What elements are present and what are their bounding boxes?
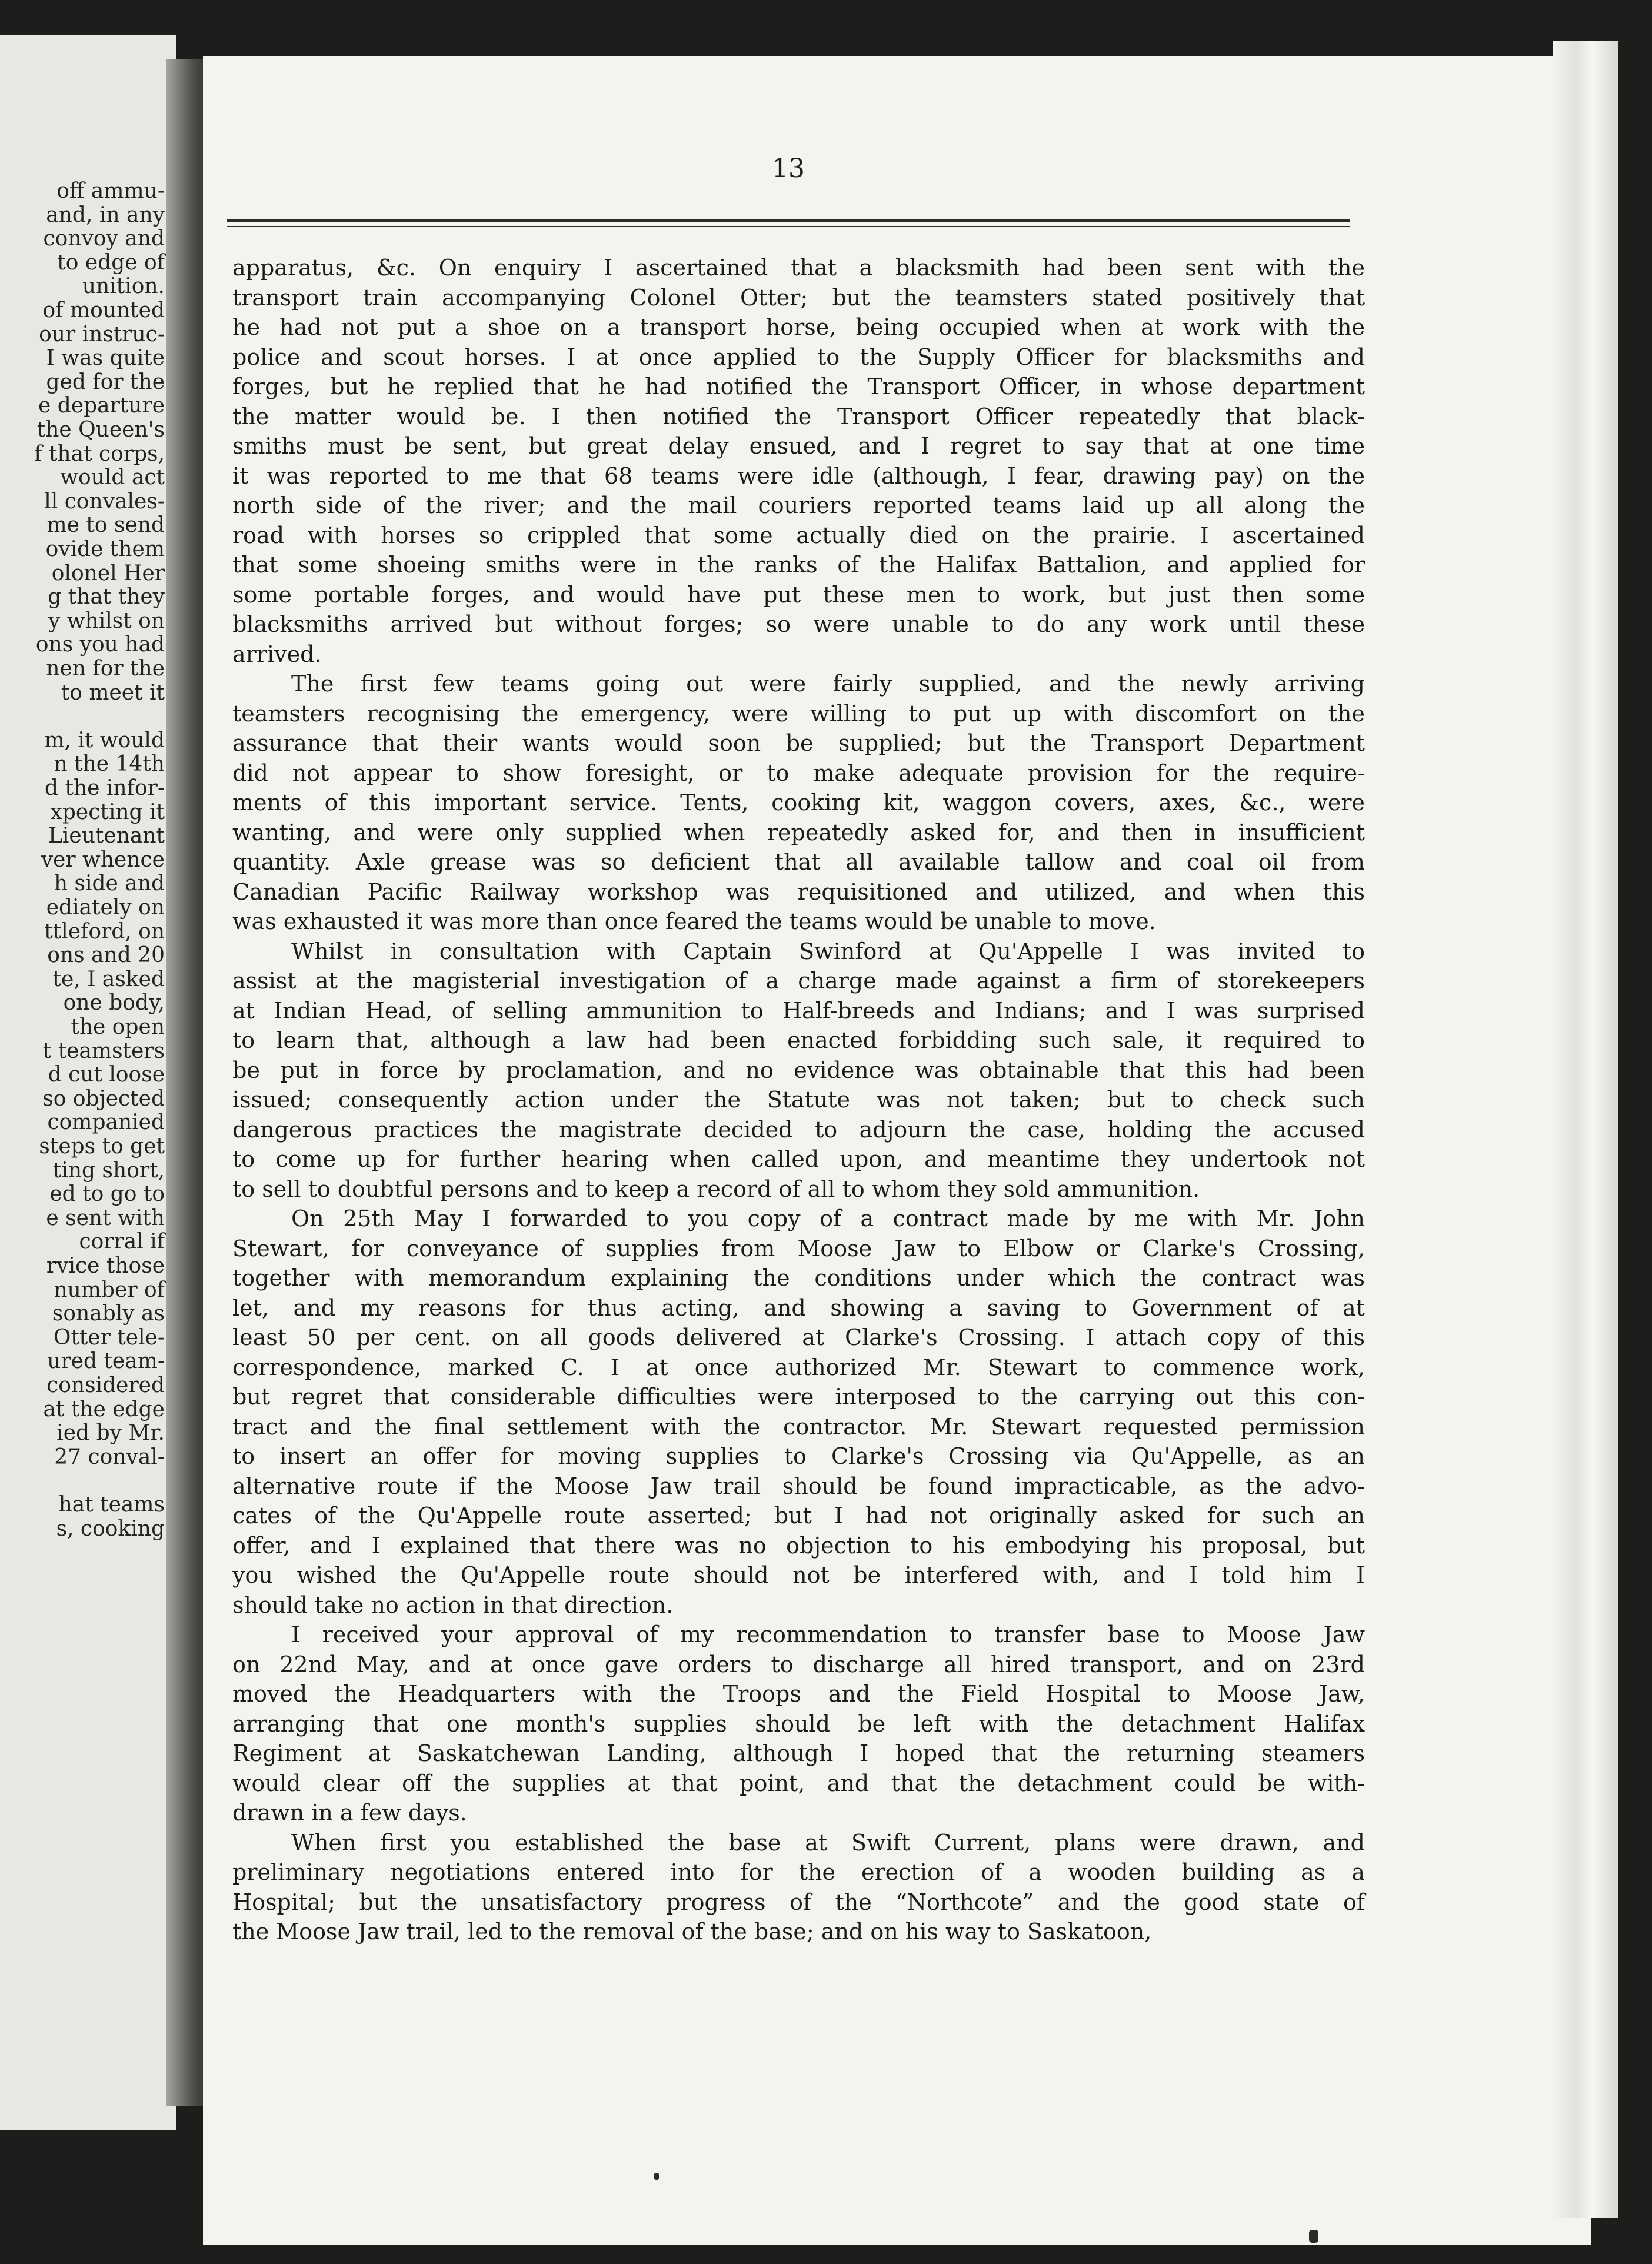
text-line: let, and my reasons for thus acting, and showing a saving to Government of at [232,1294,1365,1321]
text-line: apparatus, &c. On enquiry I ascertained that a blacksmith had been sent with the [232,255,1365,281]
left-fragment-line: s, cooking [56,1516,165,1541]
left-fragment-line: d the infor- [45,776,165,800]
left-fragment-line: h side and [54,871,165,896]
body-text [232,253,1365,1947]
left-fragment-line: to edge of [57,250,165,275]
left-fragment-line: unition. [82,274,165,299]
text-line: On 25th May I forwarded to you copy of a contract made by me with Mr. John [291,1206,1365,1231]
left-fragment-line: ting short, [52,1158,165,1183]
left-fragment-line: m, it would [44,728,165,753]
text-line: ments of this important service. Tents, cooking kit, waggon covers, axes, &c., were [232,790,1365,815]
left-fragment-line: Lieutenant [48,824,165,848]
text-line: was exhausted it was more than once feared the teams would be unable to move. [232,908,1156,934]
left-fragment-line: d cut loose [48,1063,165,1087]
text-line: on 22nd May, and at once gave orders to discharge all hired transport, and on 23rd [232,1651,1365,1677]
left-fragment-line: at the edge [43,1397,165,1421]
text-line: least 50 per cent. on all goods delivered at Clarke's Crossing. I attach copy of this [232,1324,1365,1350]
left-fragment-line: xpecting it [50,800,165,824]
text-line: that some shoeing smiths were in the ranks of the Halifax Battalion, and applied for [232,552,1365,578]
text-line: arrived. [232,641,322,667]
left-fragment-line: ied by Mr. [56,1421,165,1446]
text-line: preliminary negotiations entered into for the erection of a wooden building as a [232,1859,1365,1885]
text-line: road with horses so crippled that some actually died on the prairie. I ascertained [232,522,1365,548]
left-fragment-line: olonel Her [51,561,165,585]
left-fragment-line: ged for the [46,369,165,394]
left-fragment-line: g that they [48,585,165,610]
text-line: did not appear to show foresight, or to make adequate provision for the require- [232,760,1365,786]
left-fragment-line: number of [54,1277,165,1302]
text-line: arranging that one month's supplies should be left with the detachment Halifax [232,1710,1365,1737]
left-fragment-line: and, in any [46,202,165,227]
left-fragment-line: t teamsters [42,1038,165,1063]
text-line: be put in force by proclamation, and no evidence was obtainable that this had been [232,1057,1365,1083]
text-line: alternative route if the Moose Jaw trail should be found impracticable, as the advo- [232,1473,1365,1499]
left-fragment-line: rvice those [46,1254,165,1278]
text-line: the Moose Jaw trail, led to the removal of the base; and on his way to Saskatoon, [232,1919,1152,1945]
text-line: he had not put a shoe on a transport horse, being occupied when at work with the [232,314,1365,340]
text-line: should take no action in that direction. [232,1592,674,1618]
text-line: quantity. Axle grease was so deficient that all available tallow and coal oil from [232,849,1365,875]
left-fragment-line: I was quite [46,346,165,371]
left-fragment-line: corral if [79,1230,165,1254]
text-line: assurance that their wants would soon be supplied; but the Transport Department [232,730,1365,756]
left-fragment-line: ed to go to [49,1182,165,1207]
text-line: you wished the Qu'Appelle route should not be interfered with, and I told him I [232,1562,1365,1588]
left-fragment-line: sonably as [52,1301,165,1326]
left-fragment-line: off ammu- [56,179,165,203]
text-line: tract and the final settlement with the contractor. Mr. Stewart requested permission [232,1413,1365,1440]
text-line: some portable forges, and would have put these men to work, but just then some [232,581,1365,608]
text-line: Whilst in consultation with Captain Swinford at Qu'Appelle I was invited to [291,938,1365,964]
left-fragment-line: ons you had [35,632,165,657]
text-line: When first you established the base at Swift Current, plans were drawn, and [291,1829,1365,1856]
left-fragment-line: ons and 20 [47,943,165,968]
left-fragment-line: to meet it [61,680,165,705]
left-fragment-line: would act [60,465,165,490]
page-number: 13 [772,154,805,184]
left-fragment-line: steps to get [39,1134,165,1158]
text-line: at Indian Head, of selling ammunition to Half-breeds and Indians; and I was surprised [232,997,1365,1024]
text-line: drawn in a few days. [232,1800,467,1826]
left-fragment-line: hat teams [58,1493,165,1517]
text-line: would clear off the supplies at that point, and that the detachment could be with- [232,1770,1365,1796]
text-line: dangerous practices the magistrate decided to adjourn the case, holding the accused [232,1116,1365,1143]
left-fragment-line: convoy and [43,227,165,251]
left-fragment-line: ediately on [46,895,165,920]
text-line: blacksmiths arrived but without forges; so were unable to do any work until these [232,611,1365,637]
left-fragment-line: n the 14th [54,752,165,777]
left-fragment-line: y whilst on [48,608,165,633]
ink-speck [654,2173,659,2180]
text-line: forges, but he replied that he had notified the Transport Officer, in whose department [232,374,1365,399]
left-fragment-line: ll convales- [44,489,165,514]
left-fragment-line: of mounted [42,298,165,322]
left-fragment-line: ured team- [47,1349,165,1374]
text-line: issued; consequently action under the Statute was not taken; but to check such [232,1087,1365,1113]
left-fragment-line: te, I asked [52,967,165,991]
left-fragment-line: nen for the [46,657,165,681]
left-fragment-line: one body, [63,991,165,1016]
text-line: moved the Headquarters with the Troops and the Field Hospital to Moose Jaw, [232,1681,1365,1707]
left-fragment-line: ttleford, on [44,919,165,944]
text-line: transport train accompanying Colonel Otter; but the teamsters stated positively that [232,284,1365,311]
left-fragment-line: f that corps, [34,441,165,466]
text-line: cates of the Qu'Appelle route asserted; but I had not originally asked for such an [232,1503,1365,1529]
text-line: it was reported to me that 68 teams were idle (although, I fear, drawing pay) on the [232,462,1365,489]
text-line: assist at the magisterial investigation of a charge made against a firm of storekeepers [232,968,1365,994]
text-line: to learn that, although a law had been enacted forbidding such sale, it required to [232,1027,1365,1053]
left-fragment-line: me to send [46,513,165,538]
left-fragment-line: the open [71,1015,165,1039]
left-fragment-line: the Queen's [36,418,165,442]
text-line: Regiment at Saskatchewan Landing, although I hoped that the returning steamers [232,1740,1365,1766]
text-line: The first few teams going out were fairly supplied, and the newly arriving [291,671,1365,697]
text-line: to insert an offer for moving supplies to Clarke's Crossing via Qu'Appelle, as an [232,1443,1365,1469]
text-line: north side of the river; and the mail couriers reported teams laid up all along the [232,492,1365,518]
text-line: correspondence, marked C. I at once authorized Mr. Stewart to commence work, [232,1354,1365,1380]
text-line: police and scout horses. I at once applied to the Supply Officer for blacksmiths and [232,344,1365,370]
left-fragment-line: ovide them [45,537,165,561]
text-line: together with memorandum explaining the conditions under which the contract was [232,1265,1365,1291]
text-line: but regret that considerable difficulties were interposed to the carrying out this con- [232,1384,1365,1410]
text-line: Canadian Pacific Railway workshop was requisitioned and utilized, and when this [232,878,1365,905]
left-fragment-line: 27 conval- [54,1444,165,1469]
text-line: wanting, and were only supplied when repeatedly asked for, and then in insufficient [232,819,1365,845]
left-fragment-line: companied [47,1110,165,1135]
text-line: Hospital; but the unsatisfactory progress of the “Northcote” and the good state of [232,1889,1365,1915]
page-right-edge [1553,41,1618,2218]
left-fragment-line: e sent with [46,1206,165,1230]
left-fragment-line: so objected [42,1086,165,1111]
left-page-fragment [0,35,176,2130]
text-line: I received your approval of my recommendation to transfer base to Moose Jaw [291,1622,1365,1647]
text-line: offer, and I explained that there was no objection to his embodying his proposal, but [232,1532,1365,1559]
header-rule-thick [227,219,1350,222]
text-line: to sell to doubtful persons and to keep a record of all to whom they sold ammunition. [232,1176,1200,1202]
ink-mark [1309,2230,1318,2243]
text-line: smiths must be sent, but great delay ensued, and I regret to say that at one time [232,433,1365,459]
text-line: the matter would be. I then notified the Transport Officer repeatedly that black- [232,403,1365,430]
text-line: teamsters recognising the emergency, were willing to put up with discomfort on the [232,700,1365,727]
left-fragment-line: e departure [38,394,165,418]
header-rule-thin [227,226,1350,227]
text-line: Stewart, for conveyance of supplies from Moose Jaw to Elbow or Clarke's Crossing, [232,1235,1365,1261]
left-fragment-line: considered [46,1373,165,1397]
left-fragment-line: ver whence [41,847,165,872]
left-fragment-line: Otter tele- [53,1325,165,1350]
text-line: to come up for further hearing when called upon, and meantime they undertook not [232,1146,1365,1172]
left-fragment-line: our instruc- [39,322,165,347]
